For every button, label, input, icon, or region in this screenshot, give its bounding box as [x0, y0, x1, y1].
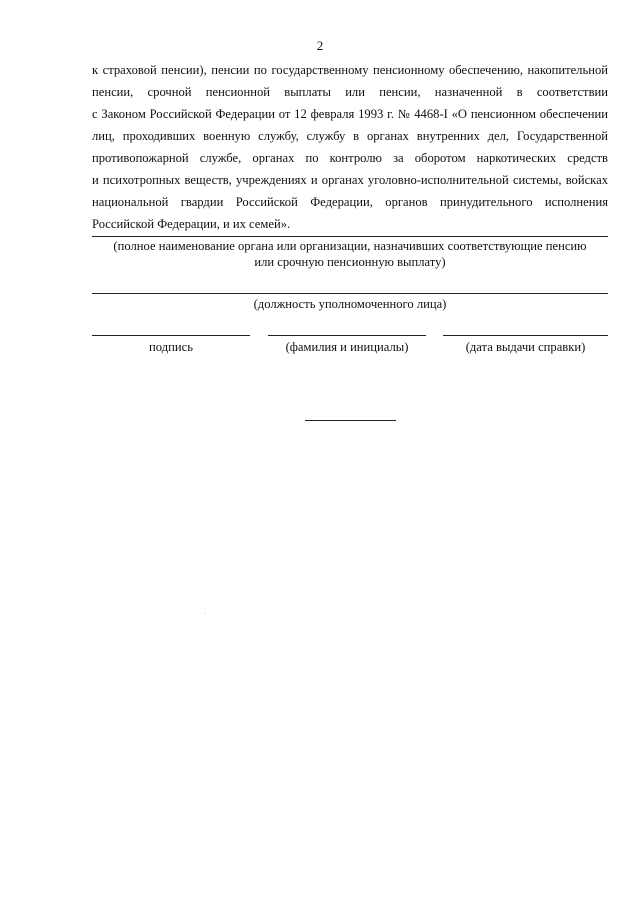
paragraph-line: и психотропных веществ, учреждениях и органах уголовно-исполнительной системы, войсках — [92, 173, 608, 187]
paragraph-line: национальной гвардии Российской Федерации, органов принудительного исполнения — [92, 195, 608, 209]
paragraph-line: пенсии, срочной пенсионной выплаты или пенсии, назначенной в соответствии — [92, 85, 608, 99]
paragraph-line: к страховой пенсии), пенсии по государственному пенсионному обеспечению, накопительной — [92, 63, 608, 77]
position-signature-line — [92, 293, 608, 294]
signature-line — [92, 335, 250, 336]
paragraph-line: противопожарной службе, органах по контролю за оборотом наркотических средств — [92, 151, 608, 165]
scan-speck: · — [204, 611, 206, 617]
closing-rule — [305, 420, 396, 421]
paragraph-line: Российской Федерации, и их семей». — [92, 217, 291, 231]
page-number: 2 — [316, 38, 324, 53]
name-line — [268, 335, 426, 336]
organization-caption-line2: или срочную пенсионную выплату) — [254, 255, 446, 269]
signature-caption: подпись — [149, 340, 193, 354]
organization-signature-line — [92, 236, 608, 237]
paragraph-line: лиц, проходивших военную службу, службу в органах внутренних дел, Государственной — [92, 129, 608, 143]
name-caption: (фамилия и инициалы) — [285, 340, 409, 354]
position-caption: (должность уполномоченного лица) — [253, 297, 447, 311]
organization-caption-line1: (полное наименование органа или организации, назначивших соответствующие пенсию — [113, 239, 587, 253]
date-line — [443, 335, 608, 336]
date-caption: (дата выдачи справки) — [465, 340, 586, 354]
paragraph-line: с Законом Российской Федерации от 12 февраля 1993 г. № 4468-I «О пенсионном обеспечении — [92, 107, 608, 121]
